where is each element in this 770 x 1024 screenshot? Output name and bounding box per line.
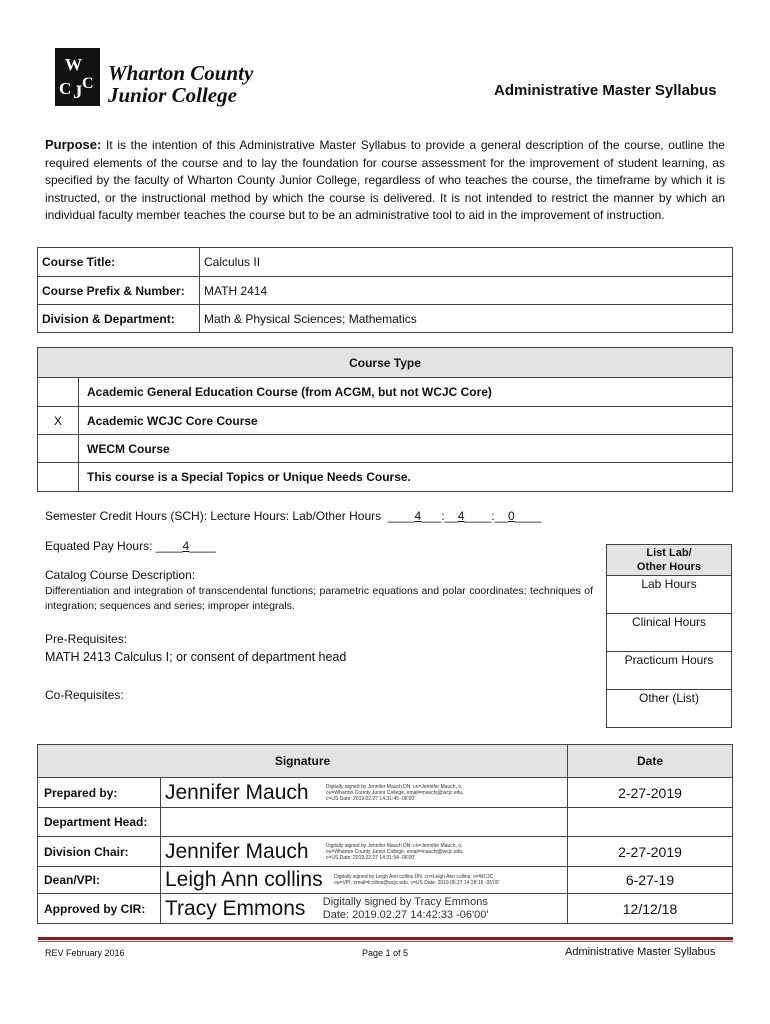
course-title-label: Course Title:: [38, 248, 200, 277]
prepared-date: 2-27-2019: [568, 778, 733, 808]
table-row: [38, 463, 733, 492]
digital-signature-line2: Date: 2019.02.27 14:42:33 -06'00': [322, 908, 489, 921]
division-chair-label: Division Chair:: [38, 837, 161, 867]
approved-by-label: Approved by CIR:: [38, 894, 161, 924]
course-prefix-value: MATH 2414: [200, 277, 733, 305]
course-info-table: [37, 247, 733, 333]
digital-signature-text: Digitally signed by Jennifer Mauch DN: cn=Jennifer Mauch, o, ou=Wharton County Junior College, email=mauchj@wcjc.edu, c=US Date: 2019.02.27 14:31:45 -06'00': [325, 783, 464, 802]
table-row: [38, 745, 733, 778]
table-row: [38, 348, 733, 378]
table-row: [38, 894, 733, 924]
svg-text:C: C: [82, 75, 94, 92]
division-value: Math & Physical Sciences; Mathematics: [200, 305, 733, 333]
purpose-paragraph: [45, 136, 725, 225]
signature-table: [37, 744, 733, 924]
other-hours-cell: Other (List): [607, 690, 732, 728]
dean-vpi-label: Dean/VPI:: [38, 867, 161, 894]
table-row: [38, 407, 733, 435]
table-row: [38, 248, 733, 277]
signature-name: Jennifer Mauch: [165, 839, 309, 863]
college-name-line1: Wharton County: [108, 61, 254, 85]
digital-signature-text: [323, 896, 489, 922]
catalog-text: Differentiation and integration of transcendental functions; parametric equations and polar coordinates; techniques of integration; sequences and series; improper integrals.: [45, 585, 593, 612]
table-row: [607, 690, 732, 728]
purpose-label: Purpose:: [45, 137, 102, 152]
table-row: [38, 378, 733, 407]
footer-page-number: Page 1 of 5: [362, 948, 409, 958]
equated-value: 4: [182, 539, 190, 553]
department-head-label: Department Head:: [38, 808, 161, 837]
prepared-by-signature: [161, 778, 568, 808]
catalog-label: Catalog Course Description:: [45, 568, 196, 582]
digital-signature-text: Digitally signed by Leigh Ann collins DN: cn=Leigh Ann collins, o=WCJC, ou=VPI, email=lcollins@wcjc.edu, c=US Date: 2019.06.27 14:28:19 -05'00': [333, 874, 500, 886]
prereq-text: MATH 2413 Calculus I; or consent of department head: [45, 650, 347, 664]
footer-divider-thin: [38, 941, 733, 942]
prepared-by-label: Prepared by:: [38, 778, 161, 808]
digital-signature-text: Digitally signed by Jennifer Mauch DN: cn=Jennifer Mauch, o, ou=Wharton County Junior College, email=mauchj@wcjc.edu, c=US Date: 2019.02.27 14:31:54 -06'00': [325, 842, 464, 861]
coreq-label: Co-Requisites:: [45, 688, 124, 702]
college-name: [108, 62, 253, 106]
course-type-table: [37, 347, 733, 492]
division-chair-signature: [161, 837, 568, 867]
course-type-label: Academic General Education Course (from ACGM, but not WCJC Core): [79, 378, 733, 407]
svg-text:W: W: [65, 55, 82, 74]
signature-heading: Signature: [38, 745, 568, 778]
table-row: [38, 837, 733, 867]
table-row: [607, 545, 732, 576]
svg-text:C: C: [59, 79, 72, 98]
prereq-label: Pre-Requisites:: [45, 632, 128, 646]
course-type-label: This course is a Special Topics or Unique Needs Course.: [79, 463, 733, 492]
table-row: [607, 652, 732, 690]
course-type-mark: [38, 463, 79, 492]
division-label: Division & Department:: [38, 305, 200, 333]
course-title-value: Calculus II: [200, 248, 733, 277]
page-title: Administrative Master Syllabus: [494, 82, 717, 99]
course-type-mark: [38, 378, 79, 407]
approved-date: 12/12/18: [568, 894, 733, 924]
footer-divider: [38, 937, 733, 940]
department-head-signature: [161, 808, 568, 837]
signature-name: Jennifer Mauch: [165, 780, 309, 804]
table-row: [38, 778, 733, 808]
equated-line: Equated Pay Hours: ____4____: [45, 539, 216, 553]
table-row: [38, 867, 733, 894]
college-name-line2: Junior College: [108, 83, 237, 107]
practicum-hours-cell: Practicum Hours: [607, 652, 732, 690]
lab-table-heading-line2: Other Hours: [636, 561, 702, 573]
course-type-label: Academic WCJC Core Course: [79, 407, 733, 435]
footer-rev: REV February 2016: [45, 948, 125, 958]
sch-label: Semester Credit Hours (SCH): Lecture Hours: Lab/Other Hours: [45, 509, 382, 523]
table-row: [38, 305, 733, 333]
lab-hours-value: 0: [507, 509, 515, 523]
dean-vpi-signature: [161, 867, 568, 894]
course-type-label: WECM Course: [79, 435, 733, 463]
lab-hours-cell: Lab Hours: [607, 576, 732, 614]
course-type-mark: [38, 435, 79, 463]
table-row: [38, 808, 733, 837]
date-heading: Date: [568, 745, 733, 778]
signature-name: Leigh Ann collins: [165, 868, 323, 891]
approved-by-signature: [161, 894, 568, 924]
svg-text:J: J: [73, 82, 83, 103]
clinical-hours-cell: Clinical Hours: [607, 614, 732, 652]
lab-table-heading-line1: List Lab/: [646, 547, 692, 559]
footer-title: Administrative Master Syllabus: [565, 946, 716, 958]
lab-hours-table: [606, 544, 732, 728]
signature-name: Tracy Emmons: [165, 896, 306, 920]
dean-vpi-date: 6-27-19: [568, 867, 733, 894]
college-logo: [55, 48, 100, 106]
digital-signature-line1: Digitally signed by Tracy Emmons: [322, 895, 488, 908]
equated-label: Equated Pay Hours:: [45, 539, 153, 553]
table-row: [38, 277, 733, 305]
table-row: [607, 576, 732, 614]
course-type-mark: X: [38, 407, 79, 435]
course-prefix-label: Course Prefix & Number:: [38, 277, 200, 305]
lecture-hours-value: 4: [457, 509, 465, 523]
purpose-text: It is the intention of this Administrative Master Syllabus to provide a general description of the course, outline the required elements of the course and to lay the foundation for course assessment for the improvement of student learning, as specified by the faculty of Wharton County Junior College, regardless of who teaches the course, the timeframe by which it is instructed, or the instructional method by which the course is delivered. It is not intended to restrict the manner by which an individual faculty member teaches the course but to be an administrative tool to aid in the improvement of instruction.: [45, 138, 725, 222]
lab-table-heading: [607, 545, 732, 576]
wcjc-logo-icon: [55, 48, 100, 106]
division-chair-date: 2-27-2019: [568, 837, 733, 867]
table-row: [38, 435, 733, 463]
sch-value: 4: [414, 509, 422, 523]
sch-line: Semester Credit Hours (SCH): Lecture Hours: Lab/Other Hours ____4___:__4____:__0____: [45, 509, 542, 523]
department-head-date: [568, 808, 733, 837]
table-row: [607, 614, 732, 652]
course-type-heading: Course Type: [38, 348, 733, 378]
